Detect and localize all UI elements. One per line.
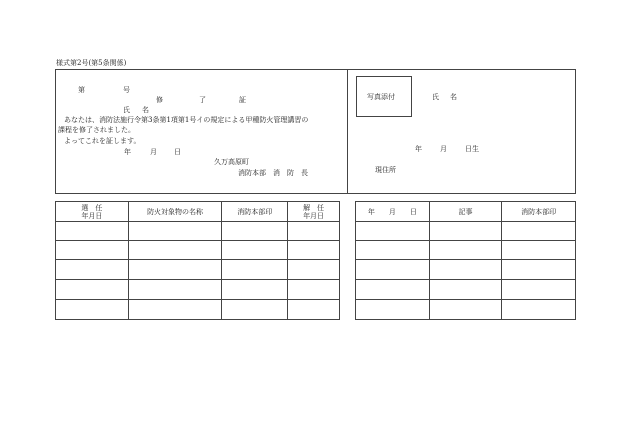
certificate-title-char-3: 証 bbox=[239, 96, 246, 104]
table-cell[interactable] bbox=[128, 222, 222, 241]
table-cell[interactable] bbox=[429, 260, 502, 280]
photo-label: 写真添付 bbox=[367, 93, 395, 101]
table-cell[interactable] bbox=[128, 280, 222, 300]
table-cell[interactable] bbox=[429, 280, 502, 300]
issue-day-label: 日 bbox=[174, 148, 181, 156]
table-cell[interactable] bbox=[356, 241, 430, 260]
certificate-body-line-1: あなたは、消防法施行令第3条第1項第1号イの規定による甲種防火管理講習の bbox=[64, 116, 309, 124]
table-cell[interactable] bbox=[502, 222, 576, 241]
number-prefix: 第 bbox=[78, 86, 85, 94]
issuer-town: 久万高原町 bbox=[214, 158, 249, 166]
issue-year-label: 年 bbox=[124, 148, 131, 156]
table-cell[interactable] bbox=[56, 300, 129, 320]
table-row bbox=[356, 280, 576, 300]
table-cell[interactable] bbox=[56, 241, 129, 260]
table-cell[interactable] bbox=[222, 260, 288, 280]
table-cell[interactable] bbox=[288, 222, 340, 241]
certificate-body-line-3: よってこれを証します。 bbox=[64, 137, 141, 145]
table-cell[interactable] bbox=[222, 241, 288, 260]
table-cell[interactable] bbox=[502, 241, 576, 260]
name-label-char-1: 氏 bbox=[123, 106, 130, 114]
table-cell[interactable] bbox=[429, 222, 502, 241]
table-cell[interactable] bbox=[356, 280, 430, 300]
address-label: 現住所 bbox=[375, 166, 396, 174]
holder-name-char-1: 氏 bbox=[432, 93, 439, 101]
name-label-char-2: 名 bbox=[142, 106, 149, 114]
table-cell[interactable] bbox=[128, 300, 222, 320]
certificate-title-char-1: 修 bbox=[156, 96, 163, 104]
header-date: 年 月 日 bbox=[356, 202, 430, 222]
table-cell[interactable] bbox=[356, 260, 430, 280]
header-facility-name: 防火対象物の名称 bbox=[128, 202, 222, 222]
issue-month-label: 月 bbox=[150, 148, 157, 156]
form-label: 様式第2号(第5条関係) bbox=[56, 59, 127, 67]
table-cell[interactable] bbox=[288, 280, 340, 300]
table-cell[interactable] bbox=[356, 300, 430, 320]
table-cell[interactable] bbox=[56, 260, 129, 280]
record-table bbox=[355, 201, 576, 320]
header-fire-dept-seal: 消防本部印 bbox=[502, 202, 576, 222]
table-cell[interactable] bbox=[56, 280, 129, 300]
table-cell[interactable] bbox=[222, 222, 288, 241]
table-row bbox=[56, 241, 340, 260]
number-suffix: 号 bbox=[123, 86, 130, 94]
table-row bbox=[56, 222, 340, 241]
table-row bbox=[356, 300, 576, 320]
table-row bbox=[56, 280, 340, 300]
table-row bbox=[56, 300, 340, 320]
table-cell[interactable] bbox=[128, 241, 222, 260]
table-cell[interactable] bbox=[429, 241, 502, 260]
header-appointment-date: 選 任 年月日 bbox=[56, 202, 129, 222]
table-cell[interactable] bbox=[502, 280, 576, 300]
table-cell[interactable] bbox=[429, 300, 502, 320]
header-dismissal-date: 解 任 年月日 bbox=[288, 202, 340, 222]
appointment-table bbox=[55, 201, 340, 320]
birth-month-label: 月 bbox=[440, 145, 447, 153]
table-cell[interactable] bbox=[356, 222, 430, 241]
holder-name-char-2: 名 bbox=[450, 93, 457, 101]
certificate-title-char-2: 了 bbox=[199, 96, 206, 104]
table-cell[interactable] bbox=[502, 260, 576, 280]
certificate-divider bbox=[347, 69, 348, 194]
issuer-title: 消防本部 消 防 長 bbox=[238, 169, 308, 177]
table-cell[interactable] bbox=[56, 222, 129, 241]
table-cell[interactable] bbox=[222, 300, 288, 320]
certificate-body-line-2: 課程を修了されました。 bbox=[58, 126, 135, 134]
birth-year-label: 年 bbox=[415, 145, 422, 153]
table-cell[interactable] bbox=[288, 300, 340, 320]
table-row bbox=[356, 260, 576, 280]
table-cell[interactable] bbox=[128, 260, 222, 280]
table-row bbox=[356, 222, 576, 241]
header-notes: 記事 bbox=[429, 202, 502, 222]
table-cell[interactable] bbox=[222, 280, 288, 300]
birth-day-label: 日生 bbox=[465, 145, 479, 153]
table-cell[interactable] bbox=[502, 300, 576, 320]
table-row bbox=[356, 241, 576, 260]
table-cell[interactable] bbox=[288, 260, 340, 280]
header-fire-dept-seal: 消防本部印 bbox=[222, 202, 288, 222]
table-cell[interactable] bbox=[288, 241, 340, 260]
table-row bbox=[56, 260, 340, 280]
